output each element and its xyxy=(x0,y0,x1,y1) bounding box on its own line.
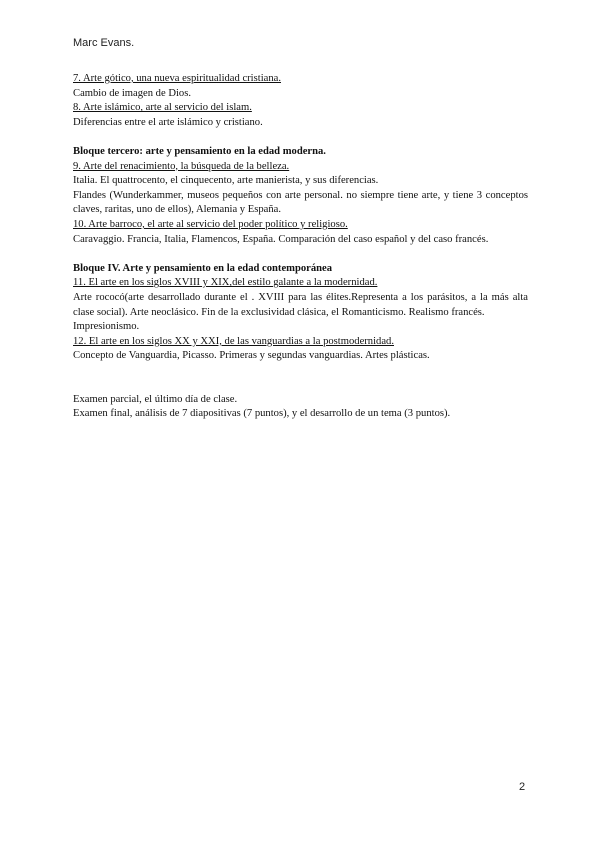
section-10-title: 10. Arte barroco, el arte al servicio del poder político y religioso. xyxy=(73,218,348,230)
section-12-text: Concepto de Vanguardia, Picasso. Primeras y segundas vanguardias. Artes plásticas. xyxy=(73,350,430,362)
section-9-title: 9. Arte del renacimiento, la búsqueda de la belleza. xyxy=(73,160,290,172)
section-11-text: Arte rococó(arte desarrollado durante el . XVIII para las élites.Representa a los parásitos, a la más alta clase social). Arte neoclásico. Fin de la exclusividad clásica, el Romanticismo. Realismo francés. xyxy=(73,291,528,318)
section-9-text-flanders: Flandes (Wunderkammer, museos pequeños con arte personal. no siempre tiene arte, y tiene 3 conceptos claves, raritas, uno de ellos), Alemania y España. xyxy=(73,189,528,216)
exam-final: Examen final, análisis de 7 diapositivas (7 puntos), y el desarrollo de un tema (3 puntos). xyxy=(73,408,451,420)
section-8-text: Diferencias entre el arte islámico y cristiano. xyxy=(73,116,263,128)
section-11-text-impressionism: Impresionismo. xyxy=(73,321,140,333)
section-12-title: 12. El arte en los siglos XX y XXI, de las vanguardias a la postmodernidad. xyxy=(73,335,394,347)
block-4-title: Bloque IV. Arte y pensamiento en la edad contemporánea xyxy=(73,262,333,274)
spacer xyxy=(73,130,528,145)
document-body xyxy=(73,72,528,422)
section-11-title: 11. El arte en los siglos XVIII y XIX,del estilo galante a la modernidad. xyxy=(73,277,378,289)
block-3-title: Bloque tercero: arte y pensamiento en la edad moderna. xyxy=(73,145,326,157)
author-header: Marc Evans. xyxy=(73,37,135,49)
spacer xyxy=(73,364,528,393)
section-7-title: 7. Arte gótico, una nueva espiritualidad cristiana. xyxy=(73,73,281,84)
section-10-text: Caravaggio. Francia, Italia, Flamencos, España. Comparación del caso español y del caso francés. xyxy=(73,233,489,245)
exam-partial: Examen parcial, el último día de clase. xyxy=(73,393,238,405)
spacer xyxy=(73,247,528,262)
page-number: 2 xyxy=(519,781,526,793)
section-8-title: 8. Arte islámico, arte al servicio del islam. xyxy=(73,102,252,114)
section-7-text: Cambio de imagen de Dios. xyxy=(73,87,191,99)
section-9-text-italy: Italia. El quattrocento, el cinquecento, arte manierista, y sus diferencias. xyxy=(73,175,379,187)
